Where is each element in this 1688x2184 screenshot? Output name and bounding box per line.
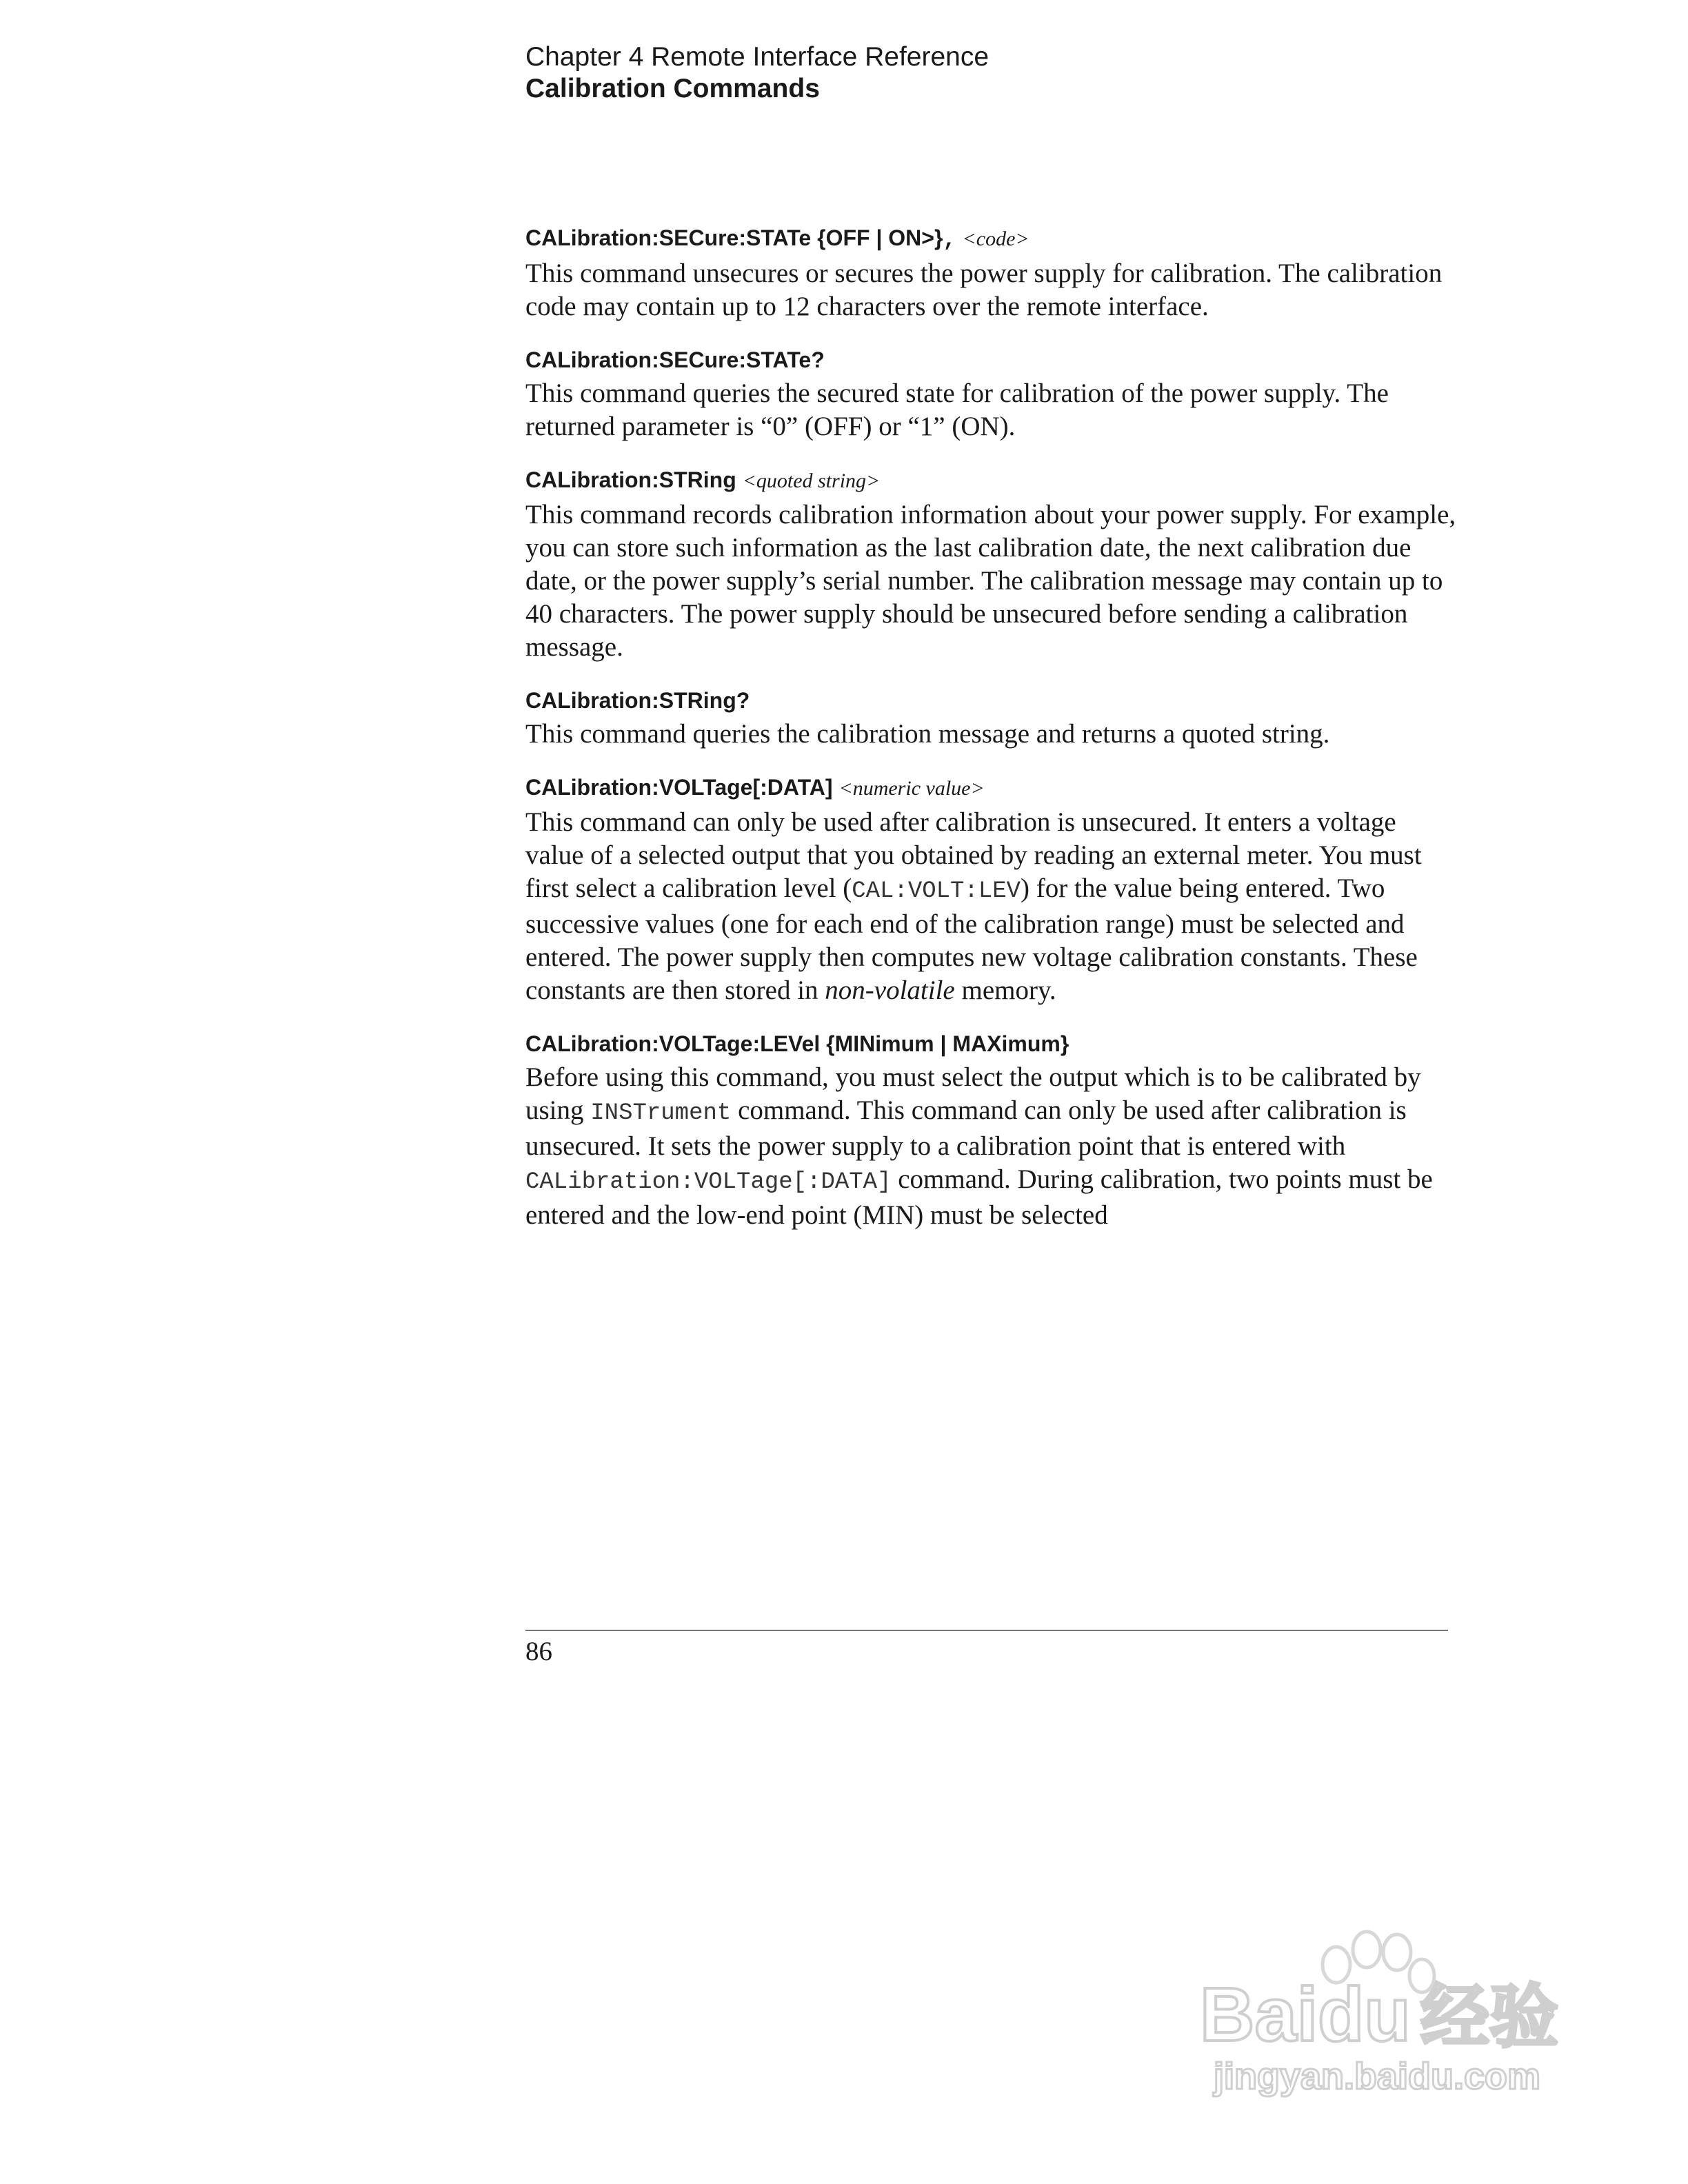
command-heading: [525, 345, 1456, 374]
emphasis-text: non-volatile: [825, 975, 955, 1005]
inline-code: INSTrument: [590, 1100, 732, 1126]
command-heading: [525, 465, 1456, 496]
footer-rule: [525, 1630, 1448, 1631]
description-text: memory.: [954, 975, 1056, 1005]
section-title: Calibration Commands: [525, 74, 820, 103]
command-description: [525, 1061, 1456, 1232]
command-parameter: <numeric value>: [838, 777, 985, 800]
command-secure-state: [525, 223, 1456, 323]
command-voltage-data: [525, 773, 1456, 1007]
command-parameter: <quoted string>: [742, 469, 881, 492]
command-syntax: CALibration:VOLTage:LEVel {MINimum | MAXimum}: [525, 1031, 1069, 1056]
command-heading: [525, 223, 1456, 254]
command-description: This command queries the secured state for calibration of the power supply. The returned parameter is “0” (OFF) or “1” (ON).: [525, 378, 1389, 441]
chapter-title: Chapter 4 Remote Interface Reference: [525, 42, 989, 72]
command-heading: [525, 773, 1456, 803]
command-syntax: CALibration:SECure:STATe?: [525, 347, 825, 372]
command-syntax: CALibration:SECure:STATe {OFF | ON>}: [525, 225, 943, 250]
command-secure-state-query: [525, 345, 1456, 443]
description-text: command. During calibration, two points must be entered and the low-end point (MIN) must be selected: [525, 1164, 1433, 1230]
command-string: [525, 465, 1456, 664]
command-heading: [525, 1029, 1456, 1058]
page-number: 86: [525, 1637, 552, 1666]
command-string-query: [525, 686, 1456, 751]
command-separator: ,: [943, 227, 956, 252]
inline-code: CALibration:VOLTage[:DATA]: [525, 1169, 892, 1195]
command-description: This command unsecures or secures the power supply for calibration. The calibration code may contain up to 12 characters over the remote interface.: [525, 259, 1443, 321]
command-syntax: CALibration:STRing: [525, 467, 736, 492]
description-text: ) for the value being entered. Two successive values (one for each end of the calibration range) must be selected and entered. The power supply then computes new voltage calibration constants. These constants are then stored in: [525, 873, 1418, 1005]
command-parameter: <code>: [962, 228, 1029, 250]
baidu-watermark: [1186, 1910, 1586, 2116]
command-voltage-level: [525, 1029, 1456, 1232]
description-text: This command can only be used after calibration is unsecured. It enters a voltage value of a selected output that you obtained by reading an external meter. You must first select a calibration level (: [525, 807, 1422, 903]
command-heading: [525, 686, 1456, 715]
command-syntax: CALibration:STRing?: [525, 688, 750, 713]
watermark-url: jingyan.baidu.com: [1214, 2056, 1541, 2097]
description-text: command. This command can only be used after calibration is unsecured. It sets the power supply to a calibration point that is entered with: [525, 1095, 1407, 1161]
running-header: [525, 41, 989, 105]
description-text: Before using this command, you must select the output which is to be calibrated by using: [525, 1062, 1421, 1125]
watermark-brand: Baidu: [1200, 1972, 1411, 2057]
command-description: [525, 806, 1456, 1007]
inline-code: CAL:VOLT:LEV: [852, 878, 1021, 904]
command-description: This command records calibration information about your power supply. For example, you can store such information as the last calibration date, the next calibration due date, or the power supply’s serial number. The calibration message may contain up to 40 characters. The power supply should be unsecured before sending a calibration message.: [525, 500, 1456, 662]
watermark-cn: 经验: [1420, 1976, 1558, 2057]
command-list: [525, 223, 1456, 1254]
command-syntax: CALibration:VOLTage[:DATA]: [525, 775, 833, 800]
command-description: This command queries the calibration message and returns a quoted string.: [525, 719, 1330, 749]
